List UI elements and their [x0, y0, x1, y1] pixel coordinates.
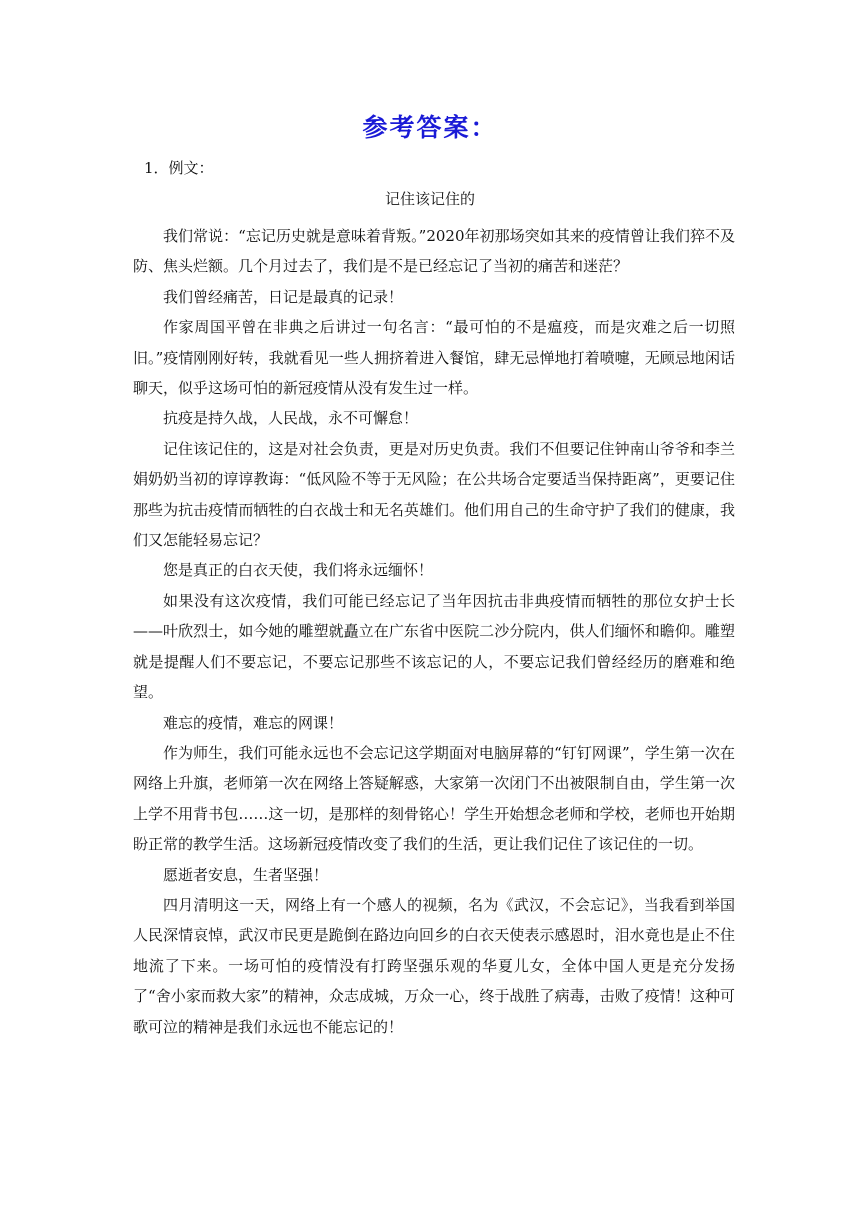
- paragraph: 难忘的疫情，难忘的网课！: [163, 713, 344, 732]
- paragraph: 四月清明这一天，网络上有一个感人的视频，名为《武汉，不会忘记》，当我看到举国人民深情哀悼，武汉市民更是跪倒在路边向回乡的白衣天使表示感恩时，泪水竟也是止不住地流了下来。一场可怕的疫情没有打跨坚强乐观的华夏儿女，全体中国人更是充分发扬了“舍小家而救大家”的精神，众志成城，万众一心，终于战胜了病毒，击败了疫情！这种可歌可泣的精神是我们永远也不能忘记的！: [133, 895, 735, 1036]
- paragraph: 抗疫是持久战，人民战，永不可懈怠！: [163, 409, 419, 428]
- paragraph: 我们常说：“忘记历史就是意味着背叛。”2020年初那场突如其来的疫情曾让我们猝不及防、焦头烂额。几个月过去了，我们是不是已经忘记了当初的痛苦和迷茫？: [133, 227, 735, 276]
- paragraph: 我们曾经痛苦，日记是最真的记录！: [163, 287, 404, 306]
- paragraph: 作为师生，我们可能永远也不会忘记这学期面对电脑屏幕的“钉钉网课”，学生第一次在网络上升旗，老师第一次在网络上答疑解惑，大家第一次闭门不出被限制自由，学生第一次上学不用背书包……这一切，是那样的刻骨铭心！学生开始想念老师和学校，老师也开始期盼正常的教学生活。这场新冠疫情改变了我们的生活，更让我们记住了该记住的一切。: [133, 743, 735, 854]
- essay-title: 记住该记住的: [384, 190, 475, 208]
- question-number: 1．例文：: [144, 159, 214, 177]
- paragraph: 如果没有这次疫情，我们可能已经忘记了当年因抗击非典疫情而牺牲的那位女护士长——叶欣烈士，如今她的雕塑就矗立在广东省中医院二沙分院内，供人们缅怀和瞻仰。雕塑就是提醒人们不要忘记，不要忘记那些不该忘记的人，不要忘记我们曾经经历的磨难和绝望。: [133, 591, 735, 702]
- paragraph: 记住该记住的，这是对社会负责，更是对历史负责。我们不但要记住钟南山爷爷和李兰娟奶奶当初的谆谆教诲：“低风险不等于无风险；在公共场合定要适当保持距离”，更要记住那些为抗击疫情而牺牲的白衣战士和无名英雄们。他们用自己的生命守护了我们的健康，我们又怎能轻易忘记？: [133, 439, 735, 550]
- paragraph: 您是真正的白衣天使，我们将永远缅怀！: [163, 561, 434, 580]
- paragraph: 作家周国平曾在非典之后讲过一句名言：“最可怕的不是瘟疫，而是灾难之后一切照旧。”疫情刚刚好转，我就看见一些人拥挤着进入餐馆，肆无忌惮地打着喷嚏，无顾忌地闲话聊天，似乎这场可怕的新冠疫情从没有发生过一样。: [133, 318, 735, 398]
- answer-heading: 参考答案：: [362, 113, 498, 142]
- essay-body: [133, 221, 735, 1042]
- paragraph: 愿逝者安息，生者坚强！: [163, 865, 329, 884]
